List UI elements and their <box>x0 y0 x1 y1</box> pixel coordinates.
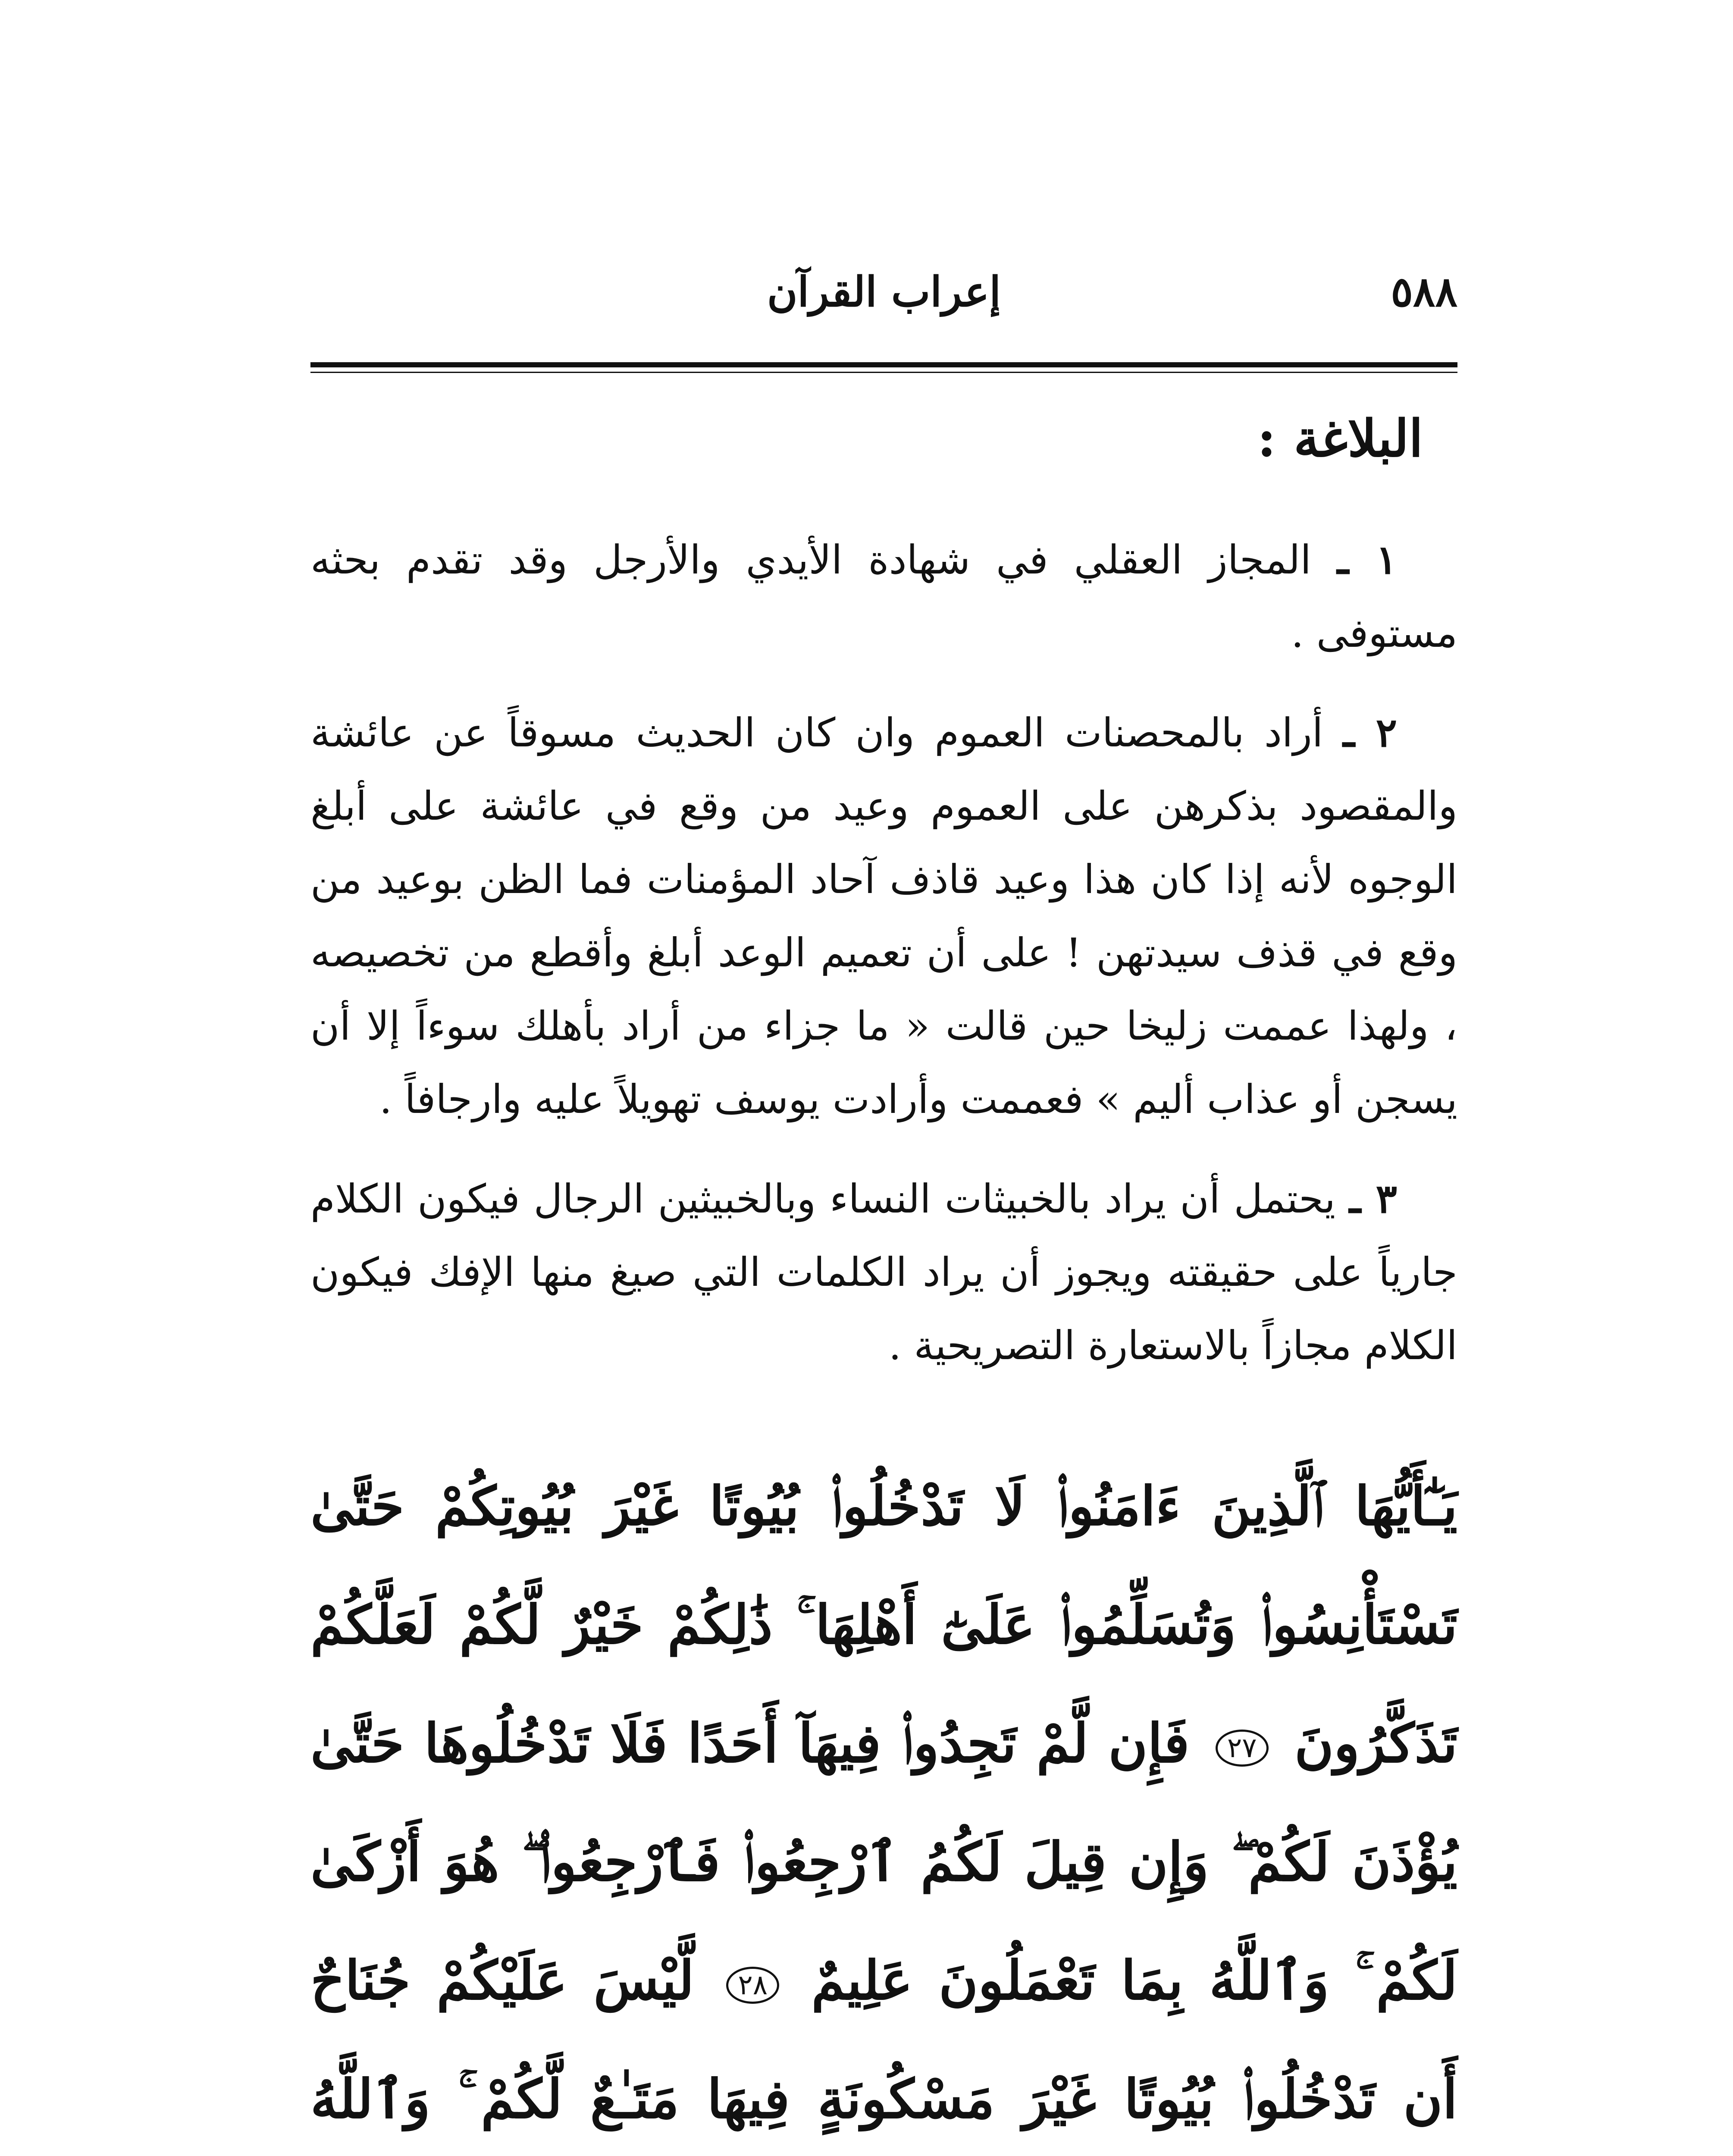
point-text: أراد بالمحصنات العموم وان كان الحديث مسوقاً عن عائشة والمقصود بذكرهن على العموم وعيد من وقع في عائشة على أبلغ الوجوه لأنه إذا كان هذا وعيد قاذف آحاد المؤمنات فما الظن بوعيد من وقع في قذف سيدتهن ! على أن تعميم الوعد أبلغ وأقطع من تخصيصه ، ولهذا عممت زليخا حين قالت « ما جزاء من أراد بأهلك سوءاً إلا أن يسجن أو عذاب أليم » فعممت وأرادت يوسف تهويلاً عليه وارجافاً . <box>310 710 1458 1123</box>
page-body <box>310 405 1457 2156</box>
verse-text: يَـٰٓأَيُّهَا ٱلَّذِينَ ءَامَنُوا۟ لَا تَدْخُلُوا۟ بُيُوتًا غَيْرَ بُيُوتِكُمْ حَتَّىٰ تَسْتَأْنِسُوا۟ وَتُسَلِّمُوا۟ عَلَىٰٓ أَهْلِهَا ۚ ذَٰلِكُمْ خَيْرٌ لَّكُمْ لَعَلَّكُمْ تَذَكَّرُونَ <box>310 1475 1458 1775</box>
quran-verses <box>310 1447 1457 2156</box>
rhetoric-point-1 <box>310 523 1457 670</box>
verse-text: لَّيْسَ عَلَيْكُمْ جُنَاحٌ أَن تَدْخُلُوا۟ بُيُوتًا غَيْرَ مَسْكُونَةٍ فِيهَا مَتَـٰعٌ لَّكُمْ ۚ وَٱللَّهُ <box>310 1949 1457 2131</box>
book-title: إعراب القرآن <box>767 267 1001 316</box>
point-number: ٣ ـ <box>1349 1175 1398 1222</box>
point-text: المجاز العقلي في شهادة الأيدي والأرجل وقد تقدم بحثه مستوفى . <box>310 537 1457 657</box>
ayah-number-marker: ٢٧ <box>1216 1730 1269 1767</box>
rhetoric-point-3 <box>310 1162 1457 1382</box>
point-number: ٢ ـ <box>1343 709 1398 756</box>
header-rule-thin <box>310 372 1457 373</box>
page-number: ٥٨٨ <box>1391 267 1457 316</box>
point-number: ١ ـ <box>1337 536 1398 583</box>
section-heading: البلاغة : <box>1257 408 1423 468</box>
ayah-number-marker: ٢٨ <box>726 1967 779 2004</box>
rhetoric-point-2 <box>310 696 1457 1136</box>
running-header <box>310 259 1457 341</box>
header-rule <box>310 362 1457 367</box>
point-text: يحتمل أن يراد بالخبيثات النساء وبالخبيثين الرجال فيكون الكلام جارياً على حقيقته ويجوز أن يراد الكلمات التي صيغ منها الإفك فيكون الكلام مجازاً بالاستعارة التصريحية . <box>310 1176 1457 1369</box>
verse-text: فَإِن لَّمْ تَجِدُوا۟ فِيهَآ أَحَدًا فَلَا تَدْخُلُوهَا حَتَّىٰ يُؤْذَنَ لَكُمْ ۖ وَإِن قِيلَ لَكُمُ ٱرْجِعُوا۟ فَٱرْجِعُوا۟ ۖ هُوَ أَزْكَىٰ لَكُمْ ۚ وَٱللَّهُ بِمَا تَعْمَلُونَ عَلِيمٌ <box>310 1712 1458 2012</box>
